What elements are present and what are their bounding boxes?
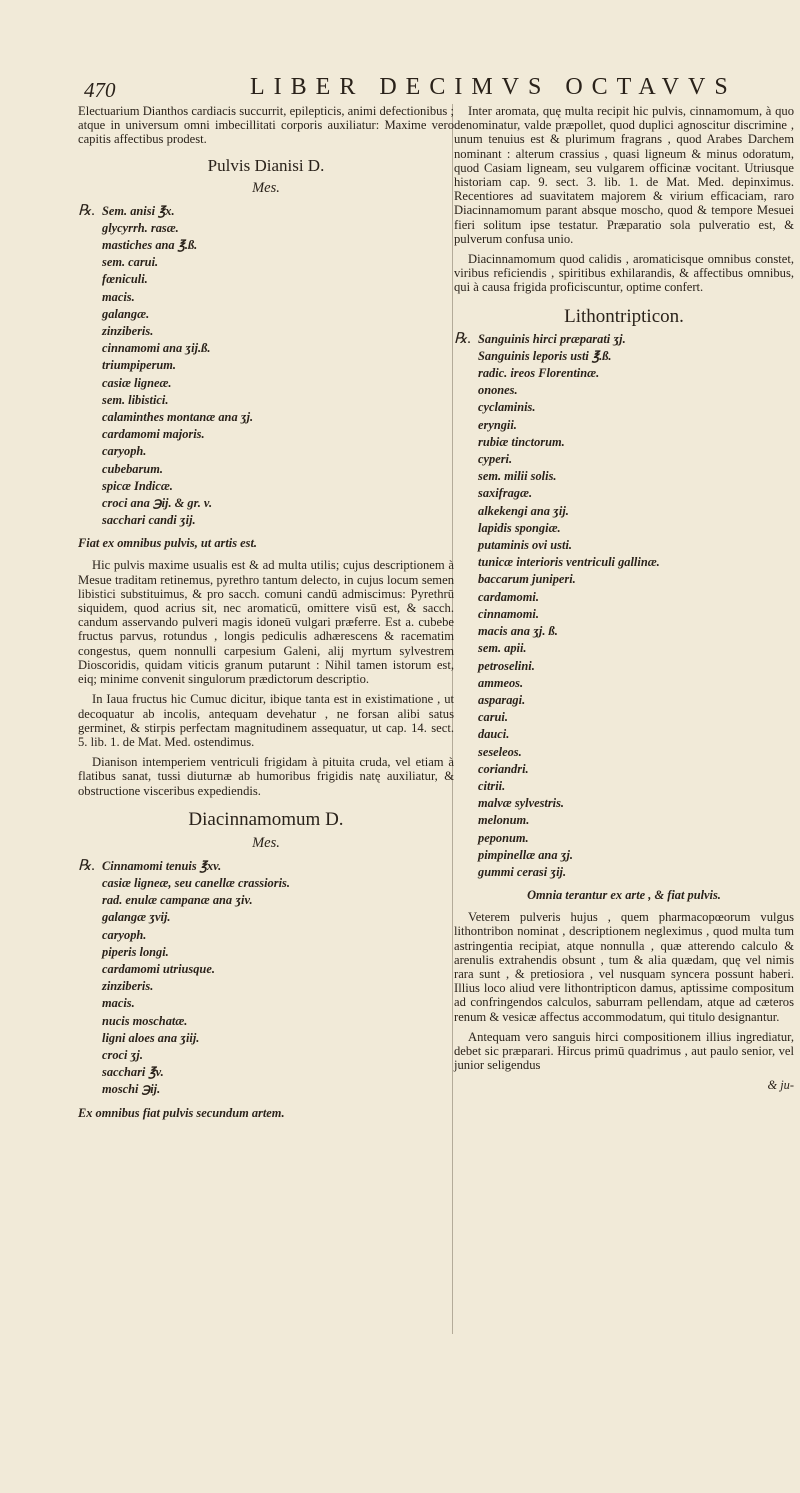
ingredient: cubebarum. [102,461,163,476]
ingredient: cardamomi. [478,589,539,604]
ingredient: eryngii. [478,417,517,432]
ingredient: cinnamomi. [478,606,539,621]
ingredient: fœniculi. [102,272,148,287]
recipe-closing: Omnia terantur ex arte , & fiat pulvis. [527,888,721,903]
recipe-diacinnamomum [78,858,454,1099]
section-author: Mes. [252,179,280,196]
ingredient: sem. milii solis. [478,469,557,484]
ingredient: sem. libistici. [102,392,169,407]
ingredient: croci ana ℈ij. & gr. v. [102,496,213,511]
ingredient: galangæ ʒvij. [102,910,171,925]
ingredient: pimpinellæ ana ʒj. [478,847,573,862]
ingredient: croci ʒj. [102,1047,143,1062]
section-title-lithontripticon: Lithontripticon. [564,305,684,327]
ingredient: sacchari ℥v. [102,1065,164,1080]
ingredient: peponum. [478,830,529,845]
section-title-diacinnamomum: Diacinnamomum D. [188,808,344,830]
ingredient: asparagi. [478,692,526,707]
ingredient: ligni aloes ana ʒiij. [102,1030,200,1045]
ingredient: sem. apii. [478,641,527,656]
ingredient: Sem. anisi ℥x. [102,203,175,218]
ingredient: putaminis ovi usti. [478,538,572,553]
ingredient: macis. [102,289,135,304]
intro-paragraph: Electuarium Dianthos cardiacis succurrit, epilepticis, animi defectionibus ; atque in universum omni imbecillitati corporis auxiliatur: Maxime vero capitis affectibus prodest. [78,104,454,147]
ingredient: casiæ ligneæ. [102,375,172,390]
ingredient: cardamomi majoris. [102,427,205,442]
recipe-symbol: ℞. [454,330,472,347]
ingredient: malvæ sylvestris. [478,796,565,811]
ingredient: macis ana ʒj. ß. [478,624,558,639]
ingredient: dauci. [478,727,510,742]
catchword: & ju- [767,1078,794,1093]
ingredient: onones. [478,383,518,398]
ingredient: mastiches ana ℥.ß. [102,238,198,253]
recipe-symbol: ℞. [78,202,96,219]
ingredient: galangæ. [102,306,150,321]
ingredient: piperis longi. [102,944,169,959]
ingredient: spicæ Indicæ. [102,478,173,493]
ingredient: rad. enulæ campanæ ana ʒiv. [102,893,253,908]
commentary-paragraph: Antequam vero sanguis hirci compositionem illius ingrediatur, debet sic præparari. Hircus primū quadrimus , aut paulo senior, vel junior seligendus [454,1029,794,1073]
commentary-paragraph: Diacinnamomum quod calidis , aromaticisque omnibus constet, viribus reficiendis , spiritibus exhilarandis, & affectibus omnibus, qui à causa frigida proficiscuntur, optime confert. [454,252,794,295]
ingredient: Cinnamomi tenuis ℥xv. [102,858,222,873]
ingredient: zinziberis. [102,324,154,339]
ingredient: rubiæ tinctorum. [478,434,565,449]
commentary-paragraph: Veterem pulveris hujus , quem pharmacopœorum vulgus lithontribon nominat , descriptionem negleximus , quod multa tum astringentia recipiat, atque nonnulla , quæ atterendo calculo & arenulis extrahendis obsunt , tum & alia quædam, quę vel nimis rara sunt , & pretiosiora , vel nusquam syncera possunt haberi. Illius loco aliud vere lithontripticon damus, aptissime compositum ad confringendos calculos, saburram pellendam, atque ad cæteros renum & vesicæ affectus accommodatum, qui titulo designantur. [454,910,794,1024]
ingredient: baccarum juniperi. [478,572,576,587]
page-number: 470 [84,78,116,102]
commentary-paragraph: Hic pulvis maxime usualis est & ad multa utilis; cujus descriptionem à Mesue traditam retinemus, pyrethro tantum delecto, in cujus locum semen libistici substituimus, & pro sacch. comuni candū admiscimus: Pyrethrū siquidem, quod acrius sit, nec aromaticū, omittere visū est, & sacch. candum asservando pulveri magis idoneū vulgari præferre. Est a. cubebe fructus parvus, rotundus , longis pediculis adhærescens & racematim congestus, quem nonnulli carpesium Galeni, alij myrtum sylvestrem Dioscoridis, quidam viticis granum putarunt : Nihil tamen istorum est, eiq; minime convenit singulorum prædictorum descriptio. [78,558,454,687]
ingredient: lapidis spongiæ. [478,520,561,535]
section-title-pulvis-dianisi: Pulvis Dianisi D. [207,155,325,175]
section-author: Mes. [252,834,280,851]
left-column [78,104,454,1128]
commentary-paragraph: In Iaua fructus hic Cumuc dicitur, ibique tanta est in existimatione , ut decoquatur ab incolis, antequam devehatur , ne forsan alibi satus germinet, & stirpis perfectam magnitudinem assequatur, ut cap. 14. sect. 5. lib. 1. de Mat. Med. ostendimus. [78,692,454,749]
ingredient: cyclaminis. [478,400,536,415]
ingredient: calaminthes montanæ ana ʒj. [102,410,254,425]
ingredient: zinziberis. [102,979,154,994]
ingredient: triumpiperum. [102,358,177,373]
recipe-closing: Ex omnibus fiat pulvis secundum artem. [78,1105,285,1120]
ingredient: cyperi. [478,452,513,467]
ingredient: seseleos. [478,744,522,759]
ingredient: Sanguinis hirci præparati ʒj. [478,331,626,346]
recipe-closing: Fiat ex omnibus pulvis, ut artis est. [78,536,258,551]
ingredient: casiæ ligneæ, seu canellæ crassioris. [102,875,290,890]
ingredient: alkekengi ana ʒij. [478,503,569,518]
ingredient: citrii. [478,778,506,793]
recipe-pulvis-dianisi [78,203,454,530]
ingredient: coriandri. [478,761,529,776]
recipe-symbol: ℞. [78,857,96,874]
ingredient: petroselini. [478,658,535,673]
ingredient: cardamomi utriusque. [102,961,215,976]
ingredient: nucis moschatæ. [102,1013,188,1028]
ingredient: cinnamomi ana ʒij.ß. [102,341,211,356]
ingredient: Sanguinis leporis usti ℥.ß. [478,348,612,363]
ingredient: sem. carui. [102,255,159,270]
ingredient: tunicæ interioris ventriculi gallinæ. [478,555,660,570]
recipe-lithontripticon [454,331,794,882]
recipe-row [78,203,454,220]
ingredient: caryoph. [102,444,147,459]
ingredient: sacchari candi ʒij. [102,513,196,528]
ingredient: saxifragæ. [478,486,533,501]
ingredient: moschi ℈ij. [102,1082,161,1097]
ingredient: carui. [478,710,508,725]
commentary-paragraph: Dianison intemperiem ventriculi frigidam à pituita cruda, vel etiam à flatibus sanat, tussi diuturnæ ab humoribus frigidis natę auxiliatur, & obstructione visceribus expediendis. [78,755,454,798]
ingredient: glycyrrh. rasæ. [102,220,179,235]
commentary-paragraph: Inter aromata, quę multa recipit hic pulvis, cinnamomum, à quo denominatur, valde præpollet, quod duplici agnoscitur discrimine , unum tenuius est & plurimum fragrans , quod Arabes Darchem nominant : alterum crassius , quasi ligneum & minus odoratum, quod Casiam ligneam, seu vulgarem officinæ vocitant. Utriusque historiam cap. 9. sect. 3. lib. 1. de Mat. Med. depinximus. Recentiores ad suavitatem majorem & virium efficaciam, raro Diacinnamomum parant absque moscho, quod & tempore Mesuei fieri solitum ipse testatur. Præparatio sola pulveratio est, & pulverum confusa unio. [454,104,794,246]
recipe-row [454,331,794,348]
right-column [454,104,794,1093]
ingredient: macis. [102,996,135,1011]
ingredient: gummi cerasi ʒij. [478,864,567,879]
ingredient: caryoph. [102,927,147,942]
ingredient: ammeos. [478,675,524,690]
ingredient: radic. ireos Florentinæ. [478,366,600,381]
ingredient: melonum. [478,813,530,828]
recipe-row [78,858,454,875]
running-head: LIBER DECIMVS OCTAVVS [250,74,737,100]
